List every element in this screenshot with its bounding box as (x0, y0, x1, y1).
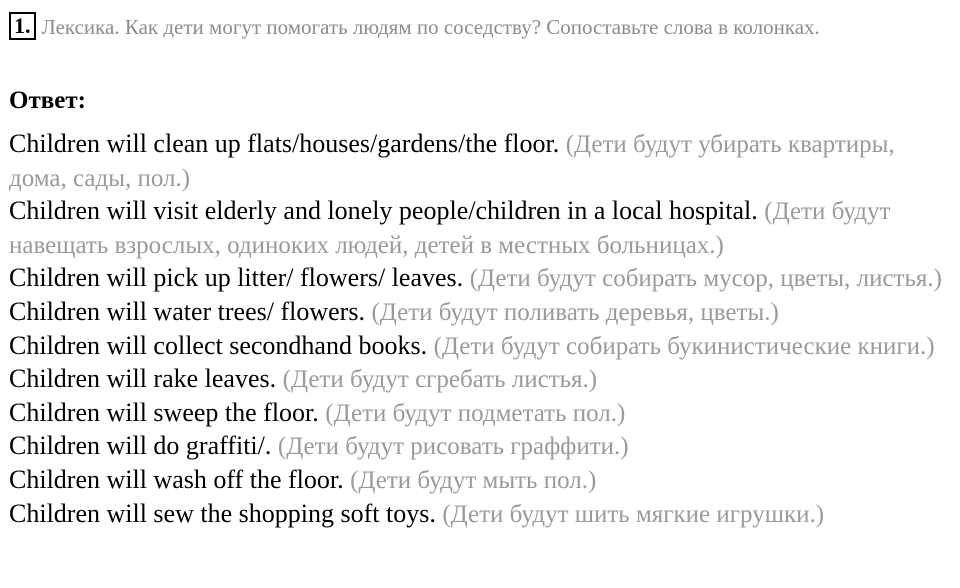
answer-english: Children will pick up litter/ flowers/ leaves. (9, 263, 464, 293)
answer-item (9, 430, 955, 464)
answer-english: Children will clean up flats/houses/gardens/the floor. (9, 129, 560, 158)
answer-item (9, 195, 955, 262)
answer-heading: Ответ: (9, 87, 86, 114)
answer-translation: (Дети будут убирать квартиры, дома, сады, пол.) (9, 131, 895, 192)
answer-english: Children will do graffiti/. (9, 431, 272, 461)
answer-english: Children will rake leaves. (9, 364, 277, 394)
answer-item (9, 464, 955, 498)
answer-translation: (Дети будут рисовать граффити.) (277, 433, 629, 461)
answer-translation: (Дети будут подметать пол.) (325, 399, 626, 427)
answer-translation: (Дети будут навещать взрослых, одиноких людей, детей в местных больницах.) (9, 198, 891, 259)
answer-item (9, 330, 955, 364)
answer-english: Children will water trees/ flowers. (9, 296, 365, 326)
answer-translation: (Дети будут шить мягкие игрушки.) (442, 500, 825, 528)
answer-item (9, 498, 955, 532)
answer-translation: (Дети будут собирать букинистические книги.) (433, 332, 935, 360)
answer-translation: (Дети будут сгребать листья.) (282, 366, 598, 394)
answer-item (9, 397, 955, 431)
answer-item (9, 363, 955, 397)
answer-english: Children will visit elderly and lonely people/children in a local hospital. (9, 196, 758, 226)
answer-english: Children will sweep the floor. (9, 397, 319, 427)
task-number-badge: 1. (9, 12, 36, 40)
answer-english: Children will wash off the floor. (9, 464, 344, 494)
answer-translation: (Дети будут поливать деревья, цветы.) (371, 298, 779, 326)
answer-english: Children will sew the shopping soft toys. (9, 498, 436, 528)
task-prompt (9, 12, 949, 43)
answer-item (9, 296, 955, 330)
answer-english: Children will collect secondhand books. (9, 330, 428, 360)
answer-item (9, 128, 955, 195)
answer-item (9, 262, 955, 296)
answer-translation: (Дети будут мыть пол.) (350, 466, 597, 494)
answer-translation: (Дети будут собирать мусор, цветы, листья.) (469, 265, 942, 293)
task-text: Лексика. Как дети могут помогать людям по соседству? Сопоставьте слова в колонках. (41, 15, 820, 39)
answer-list (9, 128, 955, 531)
